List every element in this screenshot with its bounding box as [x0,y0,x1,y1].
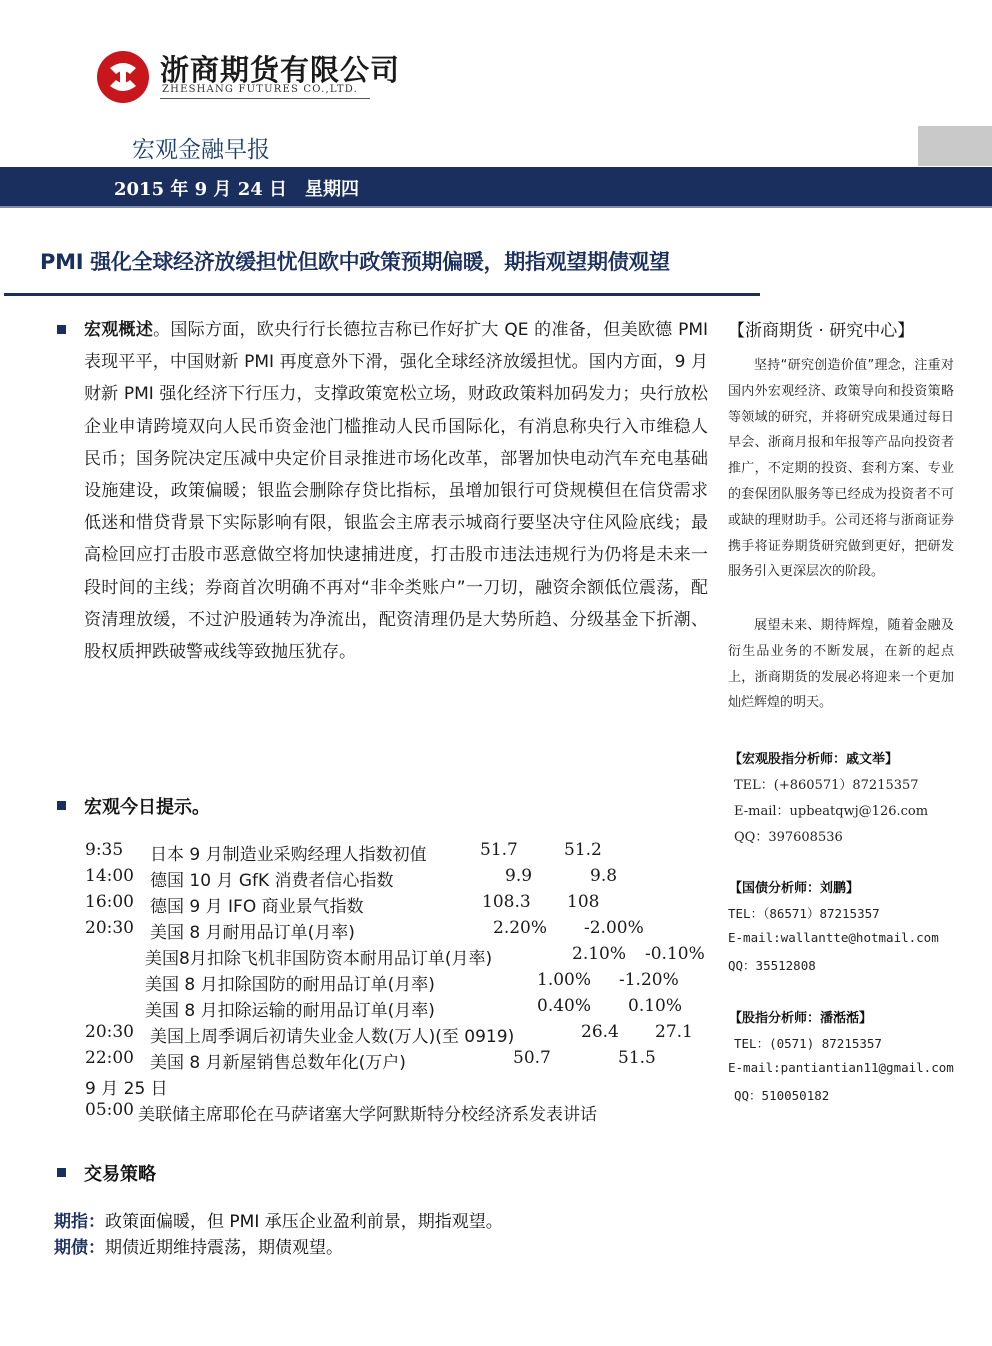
today-title: 宏观今日提示。 [84,797,210,818]
calendar-event: 美国 8 月新屋销售总数年化(万户) [150,1053,406,1073]
calendar-forecast: -2.00% [584,918,644,938]
calendar-row: 16:00 [85,892,134,912]
company-name-en: ZHESHANG FUTURES CO.,LTD. [162,84,358,95]
calendar-forecast: 27.1 [655,1022,693,1042]
calendar-next-date: 9 月 25 日 [85,1079,168,1099]
analyst-heading: 【宏观股指分析师：戚文举】 [729,752,899,767]
calendar-prev: 50.7 [513,1048,551,1068]
calendar-prev: 9.9 [505,866,533,886]
report-date: 2015 年 9 月 24 日 星期四 [114,179,360,200]
calendar-forecast: 108 [567,892,600,912]
calendar-forecast: 9.8 [590,866,618,886]
analyst-heading: 【股指分析师：潘湉湉】 [729,1011,873,1026]
calendar-row: 05:00 [85,1100,134,1120]
calendar-event: 美国 8 月扣除国防的耐用品订单(月率) [145,975,435,995]
calendar-event: 美国 8 月扣除运输的耐用品订单(月率) [145,1001,435,1021]
calendar-forecast: -1.20% [619,970,679,990]
headline: PMI 强化全球经济放缓担忧但欧中政策预期偏暖，期指观望期债观望 [40,250,670,274]
analyst-tel: TEL：(0571) 87215357 [734,1036,882,1051]
calendar-prev: 2.10% [572,944,627,964]
date-bar-underline [0,206,992,208]
bullet-icon [57,801,66,810]
analyst-tel: TEL：(+860571）87215357 [734,778,919,793]
analyst-heading: 【国债分析师：刘鹏】 [729,881,860,896]
overview-title: 宏观概述 [84,320,154,340]
sidebar-intro: 坚持“研究创造价值”理念，注重对国内外宏观经济、政策导向和投资策略等领域的研究，并将研究成果通过每日早会、浙商月报和年报等产品向投资者推广，不定期的投资、套利方案、专业的套保团队服务等已经成为投资者不可或缺的理财助手。公司还将与浙商证券携手将证券期货研究做到更好，把研发服务引入更深层次的阶段。 [728,358,954,580]
header-decoration [918,126,992,166]
strategy-index: 期指：政策面偏暖，但 PMI 承压企业盈利前景，期指观望。 [54,1212,503,1232]
calendar-row: 20:30 [85,918,134,938]
overview-text: 。国际方面，欧央行行长德拉吉称已作好扩大 QE 的准备，但美欧德 PMI 表现平平，中国财新 PMI 再度意外下滑，强化全球经济放缓担忧。国内方面，9 月财新 PMI 强化经济下行压力，支撑政策宽松立场，财政政策料加码发力；央行放松企业申请跨境双向人民币资金池门槛推动人民币国际化，有消息称央行入市维稳人民币；国务院决定压减中央定价目录推进市场化改革，部署加快电动汽车充电基础设施建设，政策偏暖；银监会删除存贷比指标，虽增加银行可贷规模但在信贷需求低迷和惜贷背景下实际影响有限，银监会主席表示城商行要坚决守住风险底线；最高检回应打击股市恶意做空将加快逮捕进度，打击股市违法违规行为仍将是未来一段时间的主线；券商首次明确不再对“非伞类账户”一刀切，融资余额低位震荡，配资清理放缓，不过沪股通转为净流出，配资清理仍是大势所趋、分级基金下折潮、股权质押跌破警戒线等致抛压犹存。 [84,320,709,663]
analyst-email[interactable]: E-mail:pantiantian11@gmail.com [728,1060,954,1075]
strategy-title: 交易策略 [84,1164,156,1185]
sidebar-title: 【浙商期货 · 研究中心】 [728,321,915,341]
logo-underline [160,98,370,99]
calendar-forecast: -0.10% [645,944,705,964]
calendar-forecast: 51.2 [564,840,602,860]
calendar-row: 20:30 [85,1022,134,1042]
analyst-qq: QQ：35512808 [728,958,816,973]
bullet-icon [57,325,66,334]
calendar-prev: 1.00% [537,970,592,990]
analyst-email[interactable]: E-mail：upbeatqwj@126.com [734,804,929,819]
calendar-event: 德国 10 月 GfK 消费者信心指数 [150,871,394,891]
calendar-event: 德国 9 月 IFO 商业景气指数 [150,897,364,917]
calendar-event: 美联储主席耶伦在马萨诸塞大学阿默斯特分校经济系发表讲话 [138,1105,597,1125]
company-name-cn: 浙商期货有限公司 [160,53,401,87]
sidebar-outlook: 展望未来、期待辉煌，随着金融及衍生品业务的不断发展，在新的起点上，浙商期货的发展必将迎来一个更加灿烂辉煌的明天。 [728,618,954,711]
calendar-prev: 0.40% [537,996,592,1016]
calendar-event: 日本 9 月制造业采购经理人指数初值 [150,845,427,865]
analyst-qq: QQ：397608536 [734,830,843,845]
strategy-bond: 期债：期债近期维持震荡，期债观望。 [54,1238,343,1258]
calendar-row: 22:00 [85,1048,134,1068]
calendar-event: 美国上周季调后初请失业金人数(万人)(至 0919) [150,1027,515,1047]
calendar-event: 美国8月扣除飞机非国防资本耐用品订单(月率) [145,949,493,969]
calendar-event: 美国 8 月耐用品订单(月率) [150,923,355,943]
calendar-prev: 51.7 [480,840,518,860]
bullet-icon [57,1168,66,1177]
calendar-prev: 2.20% [493,918,548,938]
report-type: 宏观金融早报 [132,137,270,163]
calendar-prev: 108.3 [482,892,531,912]
calendar-forecast: 51.5 [618,1048,656,1068]
calendar-row: 9:35 [85,840,124,860]
calendar-row: 14:00 [85,866,134,886]
headline-rule [4,293,760,296]
analyst-email[interactable]: E-mail:wallantte@hotmail.com [728,930,939,945]
analyst-qq: QQ：510050182 [734,1088,830,1103]
calendar-forecast: 0.10% [628,996,683,1016]
analyst-tel: TEL：（86571）87215357 [728,906,880,921]
overview-paragraph [84,314,708,668]
company-logo-icon [96,50,150,104]
calendar-prev: 26.4 [581,1022,619,1042]
